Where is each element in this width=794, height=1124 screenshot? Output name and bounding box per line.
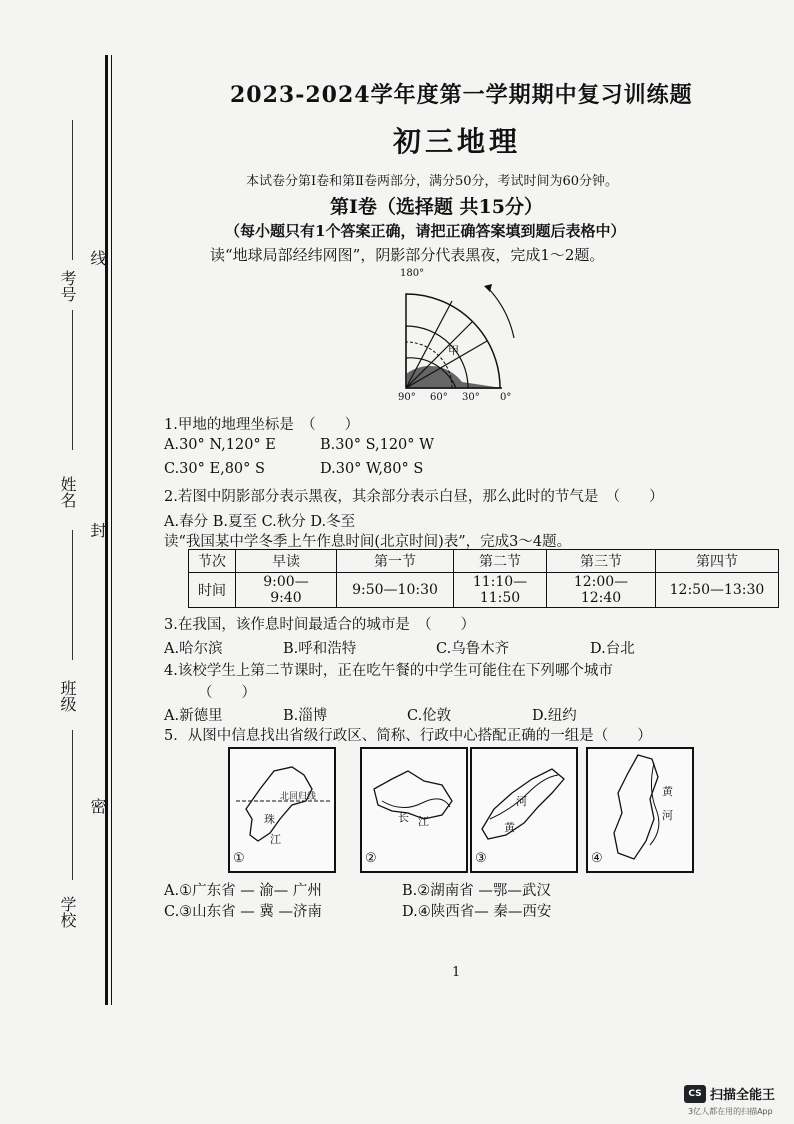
- intro-q1-2: 读“地球局部经纬网图”，阴影部分代表黑夜，完成1～2题。: [210, 246, 605, 264]
- schedule-header-row: [189, 550, 779, 573]
- province-shape-guangdong: [230, 749, 334, 871]
- province-shape-shandong: [472, 749, 576, 871]
- part-note: （每小题只有1个答案正确，请把正确答案填到题后表格中）: [225, 222, 626, 240]
- header-cell: 第二节: [454, 550, 547, 573]
- province-shape-hubei: [362, 749, 466, 871]
- time-cell-p2: [454, 573, 547, 608]
- province-map-3: [470, 747, 578, 873]
- exam-no-label: 考号: [58, 270, 77, 302]
- time-text: 9:00—: [263, 574, 309, 590]
- time-text: 9:40: [270, 590, 302, 606]
- exam-title: 2023-2024学年度第一学期期中复习训练题: [230, 82, 693, 108]
- label-180: 180°: [400, 268, 425, 279]
- time-cell-p4: 12:50—13:30: [656, 573, 779, 608]
- q1-option-c: C.30° E,80° S: [164, 461, 265, 477]
- label-90: 90°: [398, 392, 416, 403]
- header-cell: 节次: [189, 550, 236, 573]
- header-cell: 第三节: [547, 550, 656, 573]
- name-label: 姓名: [58, 476, 77, 508]
- map1-number: ①: [233, 851, 245, 866]
- time-cell-early: [236, 573, 337, 608]
- q4-option-d: D.纽约: [532, 708, 577, 724]
- q1-option-b: B.30° S,120° W: [320, 437, 435, 453]
- province-map-4: [586, 747, 694, 873]
- q5-stem: 5．从图中信息找出省级行政区、简称、行政中心搭配正确的一组是（ ）: [164, 728, 652, 744]
- schedule-table: [188, 549, 779, 608]
- map3-number: ③: [475, 851, 487, 866]
- time-text: 12:00—: [573, 574, 629, 590]
- line-char: 线: [88, 250, 107, 266]
- time-text: 11:10—: [472, 574, 528, 590]
- secret-char: 密: [88, 798, 107, 814]
- name-blank: [72, 530, 73, 660]
- map4-number: ④: [591, 851, 603, 866]
- time-text: 11:50: [479, 590, 521, 606]
- q3-option-b: B.呼和浩特: [283, 641, 357, 657]
- q5-option-d: D.④陕西省— 秦—西安: [402, 904, 552, 920]
- exam-note: 本试卷分第Ⅰ卷和第Ⅱ卷两部分，满分50分，考试时间为60分钟。: [246, 174, 619, 189]
- header-cell: 早读: [236, 550, 337, 573]
- time-cell-p3: [547, 573, 656, 608]
- subject-title: 初三地理: [393, 125, 522, 158]
- q4-option-a: A.新德里: [164, 708, 223, 724]
- map4-label-1: 黄: [662, 785, 673, 798]
- page-number: 1: [452, 965, 461, 980]
- graticule-figure: [392, 268, 528, 408]
- q4-paren: （ ）: [198, 685, 256, 701]
- intro-q3-4: 读“我国某中学冬季上午作息时间(北京时间)表”，完成3～4题。: [164, 534, 572, 550]
- map2-number: ②: [365, 851, 377, 866]
- label-60: 60°: [430, 392, 448, 403]
- q1-option-d: D.30° W,80° S: [320, 461, 424, 477]
- schedule-time-row: [189, 573, 779, 608]
- camscanner-slogan: 3亿人都在用的扫描App: [688, 1107, 773, 1116]
- q3-option-d: D.台北: [590, 641, 635, 657]
- class-label: 班级: [58, 680, 77, 712]
- map4-label-2: 河: [662, 809, 673, 822]
- time-label-cell: 时间: [189, 573, 236, 608]
- point-jia: 甲: [448, 344, 459, 357]
- class-blank: [72, 730, 73, 880]
- time-cell-p1: 9:50—10:30: [337, 573, 454, 608]
- camscanner-name: 扫描全能王: [710, 1088, 776, 1103]
- province-map-1: [228, 747, 336, 873]
- map1-label-2: 珠: [264, 813, 275, 826]
- map1-label-3: 江: [270, 833, 281, 846]
- camscanner-logo-icon: CS: [684, 1085, 706, 1103]
- exam-no-blank-2: [72, 310, 73, 450]
- q4-option-c: C.伦敦: [407, 708, 452, 724]
- header-cell: 第一节: [337, 550, 454, 573]
- exam-no-blank: [72, 120, 73, 260]
- q5-option-b: B.②湖南省 —鄂—武汉: [402, 883, 551, 899]
- graticule-svg: [392, 268, 528, 408]
- seal-char: 封: [88, 522, 107, 538]
- header-cell: 第四节: [656, 550, 779, 573]
- q1-stem: 1.甲地的地理坐标是 （ ）: [164, 417, 360, 433]
- label-0: 0°: [500, 392, 512, 403]
- time-text: 12:40: [580, 590, 622, 606]
- label-30: 30°: [462, 392, 480, 403]
- school-label: 学校: [58, 896, 77, 928]
- q2-stem: 2.若图中阴影部分表示黑夜，其余部分表示白昼，那么此时的节气是 （ ）: [164, 489, 664, 505]
- map2-label-2: 江: [418, 815, 429, 828]
- margin-line-inner: [111, 55, 112, 1005]
- q3-option-a: A.哈尔滨: [164, 641, 223, 657]
- q4-option-b: B.淄博: [283, 708, 328, 724]
- q2-options: A.春分 B.夏至 C.秋分 D.冬至: [164, 514, 356, 530]
- q1-option-a: A.30° N,120° E: [164, 437, 276, 453]
- province-shape-shanxi: [588, 749, 692, 871]
- q4-stem: 4.该校学生上第二节课时，正在吃午餐的中学生可能住在下列哪个城市: [164, 663, 613, 679]
- q3-option-c: C.乌鲁木齐: [436, 641, 510, 657]
- q3-stem: 3.在我国，该作息时间最适合的城市是 （ ）: [164, 617, 476, 633]
- map3-label-1: 河: [516, 795, 527, 808]
- part-title: 第Ⅰ卷（选择题 共15分）: [330, 196, 543, 218]
- map1-label-1: 北回归线: [280, 792, 317, 802]
- province-map-2: [360, 747, 468, 873]
- map2-label-1: 长: [398, 811, 409, 824]
- q5-option-c: C.③山东省 — 冀 —济南: [164, 904, 323, 920]
- q5-option-a: A.①广东省 — 渝— 广州: [164, 883, 322, 899]
- map3-label-2: 黄: [504, 821, 515, 834]
